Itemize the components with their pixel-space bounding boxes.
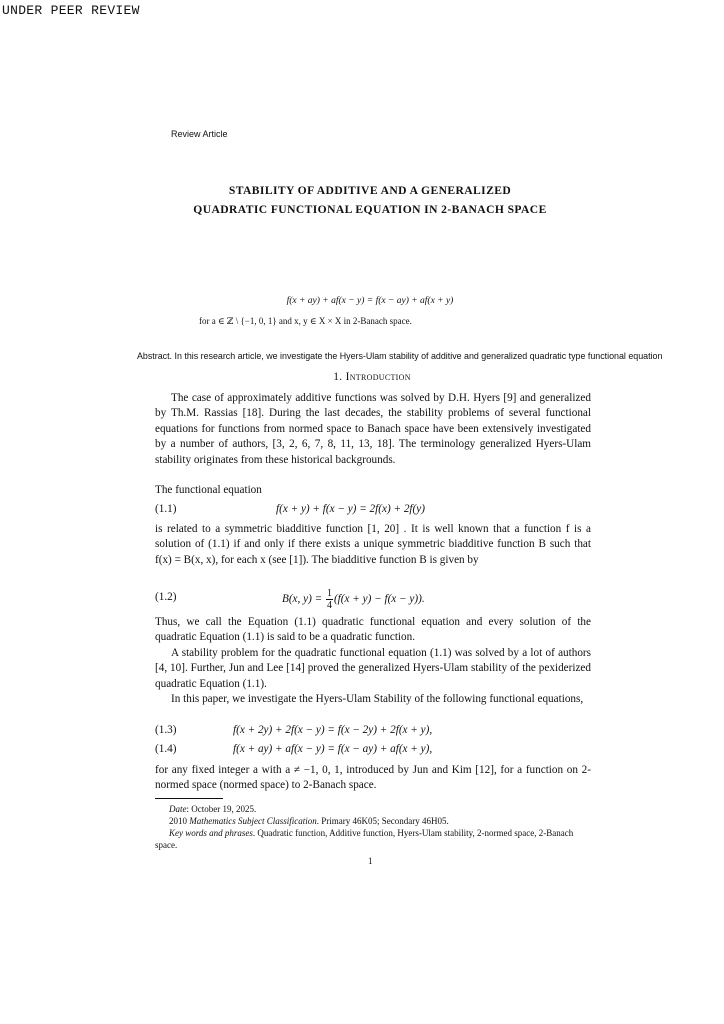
- page-number: 1: [368, 856, 373, 866]
- equation-number: (1.2): [155, 591, 177, 603]
- abstract: Abstract. In this research article, we investigate the Hyers-Ulam stability of additive and generalized quadratic type functional equation: [137, 351, 663, 361]
- title-line-1: STABILITY OF ADDITIVE AND A GENERALIZED: [228, 184, 512, 197]
- paragraph-functional-equation: The functional equation: [155, 484, 262, 496]
- equation-body: [282, 588, 425, 611]
- equation-1-4: [155, 743, 591, 761]
- equation-body: f(x + 2y) + 2f(x − y) = f(x − 2y) + 2f(x + y),: [233, 724, 433, 736]
- subtitle-equation: f(x + ay) + af(x − y) = f(x − ay) + af(x + y): [286, 296, 454, 306]
- equation-1-1: [155, 503, 591, 521]
- footnote-msc: 2010 Mathematics Subject Classification. Primary 46K05; Secondary 46H05.: [169, 816, 449, 826]
- equation-1-2: [155, 588, 591, 610]
- equation-number: (1.1): [155, 503, 177, 515]
- article-type-label: Review Article: [171, 129, 228, 139]
- title-line-2: QUADRATIC FUNCTIONAL EQUATION IN 2-BANACH SPACE: [193, 203, 547, 216]
- fraction: [326, 588, 333, 611]
- fraction-denominator: 4: [326, 600, 332, 611]
- paper-title: [150, 181, 590, 219]
- paragraph-intro: The case of approximately additive functions was solved by D.H. Hyers [9] and generalized by Th.M. Rassias [18]. During the last decades, the stability problems of several functional equations for functions from normed space to Banach space have been extensively investigated by a number of authors, [3, 2, 6, 7, 8, 11, 13, 18]. The terminology generalized Hyers-Ulam stability originates from these historical backgrounds.: [155, 392, 591, 466]
- equation-body: f(x + y) + f(x − y) = 2f(x) + 2f(y): [276, 503, 425, 515]
- equation-lhs: B(x, y) =: [282, 593, 325, 606]
- footnote-date: Date: October 19, 2025.: [169, 804, 257, 814]
- footnote-rule: [155, 798, 223, 799]
- equation-rhs: (f(x + y) − f(x − y)).: [333, 593, 425, 606]
- watermark: UNDER PEER REVIEW: [2, 3, 140, 18]
- paragraph-quadratic-definition: Thus, we call the Equation (1.1) quadratic functional equation and every solution of the quadratic Equation (1.1) is said to be a quadratic function.: [155, 616, 591, 644]
- equation-number: (1.4): [155, 743, 177, 755]
- section-heading: 1. Introduction: [333, 371, 411, 383]
- paragraph-fixed-integer: for any fixed integer a with a ≠ −1, 0, 1, introduced by Jun and Kim [12], for a function on 2-normed space (normed space) to 2-Banach space.: [155, 764, 591, 792]
- equation-body: f(x + ay) + af(x − y) = f(x − ay) + af(x + y),: [233, 743, 433, 755]
- subtitle-condition: for a ∈ ℤ \ {−1, 0, 1} and x, y ∈ X × X in 2-Banach space.: [199, 316, 412, 326]
- fraction-numerator: 1: [326, 588, 332, 599]
- paragraph-biadditive: is related to a symmetric biadditive function [1, 20] . It is well known that a function f is a solution of (1.1) if and only if there exists a unique symmetric biadditive function B such that f(x) = B(x, x), for each x (see [1]). The biadditive function B is given by: [155, 523, 591, 566]
- footnote-keywords: Key words and phrases. Quadratic function, Additive function, Hyers-Ulam stability, 2-normed space, 2-Banach space.: [155, 828, 574, 851]
- equation-1-3: [155, 724, 591, 742]
- paragraph-stability-problem: A stability problem for the quadratic functional equation (1.1) was solved by a lot of authors [4, 10]. Further, Jun and Lee [14] proved the generalized Hyers-Ulam stability of the pexiderized quadratic Equation (1.1).: [155, 647, 591, 690]
- paragraph-this-paper: In this paper, we investigate the Hyers-Ulam Stability of the following functional equations,: [171, 693, 584, 705]
- equation-number: (1.3): [155, 724, 177, 736]
